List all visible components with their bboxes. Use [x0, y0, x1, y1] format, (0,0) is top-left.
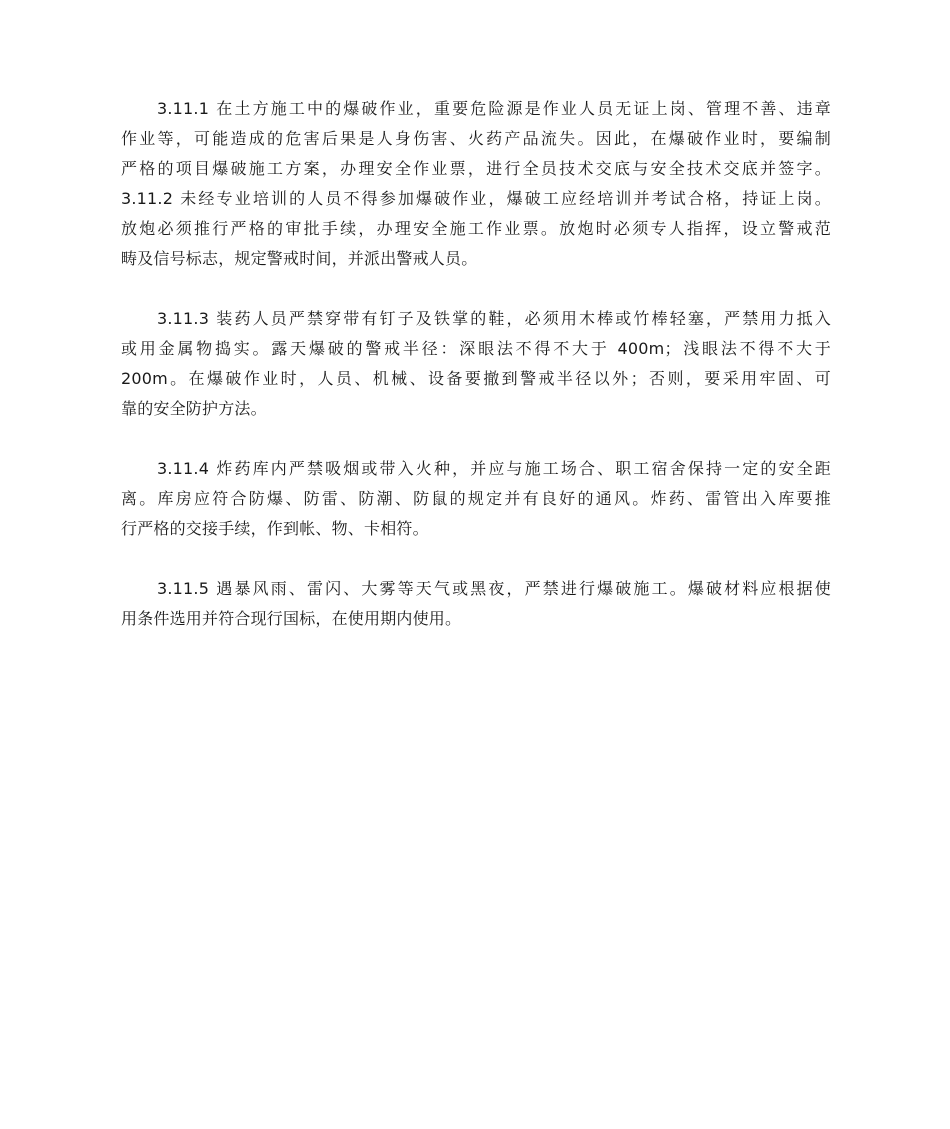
text-line: 行严格的交接手续，作到帐、物、卡相符。 [121, 519, 429, 538]
text-line: 严格的项目爆破施工方案，办理安全作业票，进行全员技术交底与安全技术交底并签字。 [121, 159, 831, 178]
text-line: 200m。在爆破作业时，人员、机械、设备要撤到警戒半径以外；否则，要采用牢固、可 [121, 369, 831, 388]
text-line: 用条件选用并符合现行国标，在使用期内使用。 [121, 609, 462, 628]
text-line: 放炮必须推行严格的审批手续，办理安全施工作业票。放炮时必须专人指挥，设立警戒范 [121, 219, 831, 238]
text-line: 离。库房应符合防爆、防雷、防潮、防鼠的规定并有良好的通风。炸药、雷管出入库要推 [121, 489, 831, 508]
paragraph-3-11-1 [121, 94, 831, 274]
text-line: 3.11.2 未经专业培训的人员不得参加爆破作业，爆破工应经培训并考试合格，持证上岗。 [121, 189, 831, 208]
text-line: 作业等，可能造成的危害后果是人身伤害、火药产品流失。因此，在爆破作业时，要编制 [121, 129, 831, 148]
text-line: 或用金属物捣实。露天爆破的警戒半径：深眼法不得不大于 400m；浅眼法不得不大于 [121, 339, 831, 358]
text-line: 畴及信号标志，规定警戒时间，并派出警戒人员。 [121, 249, 478, 268]
text-line: 靠的安全防护方法。 [121, 399, 267, 418]
text-line: 3.11.5 遇暴风雨、雷闪、大雾等天气或黑夜，严禁进行爆破施工。爆破材料应根据使 [157, 579, 831, 598]
paragraph-3-11-3 [121, 304, 831, 424]
text-line: 3.11.4 炸药库内严禁吸烟或带入火种，并应与施工场合、职工宿舍保持一定的安全距 [157, 459, 831, 478]
text-line: 3.11.1 在土方施工中的爆破作业，重要危险源是作业人员无证上岗、管理不善、违章 [157, 99, 831, 118]
document-body [121, 94, 831, 664]
paragraph-3-11-4 [121, 454, 831, 544]
paragraph-3-11-5 [121, 574, 831, 634]
text-line: 3.11.3 装药人员严禁穿带有钉子及铁掌的鞋，必须用木棒或竹棒轻塞，严禁用力抵入 [157, 309, 831, 328]
